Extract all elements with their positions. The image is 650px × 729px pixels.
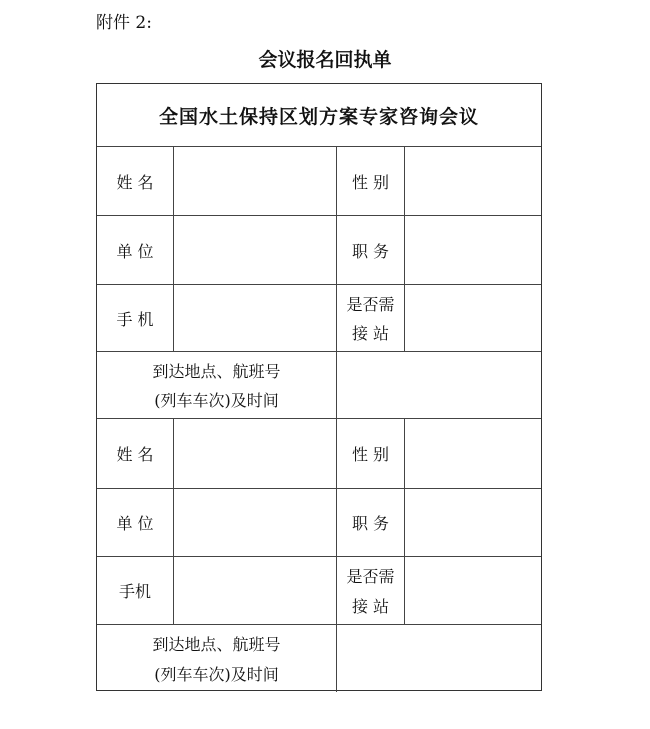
arrival-row bbox=[97, 625, 541, 692]
arrival-label bbox=[97, 625, 336, 692]
arrival-label-line-1: 到达地点、航班号 bbox=[152, 361, 281, 381]
unit-label: 单 位 bbox=[116, 241, 154, 261]
name-label: 姓 名 bbox=[116, 172, 154, 192]
pickup-label-line-2: 接 站 bbox=[351, 597, 390, 616]
pickup-field[interactable] bbox=[404, 557, 543, 624]
registration-form-table bbox=[96, 83, 542, 691]
unit-field[interactable] bbox=[173, 489, 336, 556]
name-field[interactable] bbox=[173, 147, 336, 215]
pickup-label-line-1: 是否需 bbox=[346, 567, 395, 586]
unit-position-row bbox=[97, 489, 541, 557]
name-gender-row bbox=[97, 419, 541, 489]
gender-label: 性 别 bbox=[336, 147, 404, 215]
unit-label: 单 位 bbox=[116, 514, 154, 533]
gender-field[interactable] bbox=[404, 147, 543, 215]
unit-position-row bbox=[97, 216, 541, 285]
pickup-label-line-1: 是否需 bbox=[346, 294, 395, 314]
pickup-label bbox=[336, 285, 404, 351]
arrival-row bbox=[97, 352, 541, 419]
arrival-label-line-2: (列车车次)及时间 bbox=[154, 665, 279, 684]
arrival-label bbox=[97, 352, 336, 418]
arrival-label-line-2: (列车车次)及时间 bbox=[154, 391, 279, 411]
form-title: 会议报名回执单 bbox=[258, 49, 392, 71]
pickup-label-line-2: 接 站 bbox=[351, 324, 390, 344]
phone-field[interactable] bbox=[173, 285, 336, 351]
gender-label: 性 别 bbox=[336, 419, 404, 488]
position-field[interactable] bbox=[404, 216, 543, 284]
phone-pickup-row bbox=[97, 285, 541, 352]
phone-pickup-row bbox=[97, 557, 541, 625]
gender-field[interactable] bbox=[404, 419, 543, 488]
unit-field[interactable] bbox=[173, 216, 336, 284]
meeting-name: 全国水土保持区划方案专家咨询会议 bbox=[158, 105, 479, 128]
pickup-label bbox=[336, 557, 404, 624]
name-field[interactable] bbox=[173, 419, 336, 488]
phone-label: 手机 bbox=[118, 582, 151, 601]
arrival-label-line-1: 到达地点、航班号 bbox=[152, 635, 281, 654]
phone-label: 手 机 bbox=[116, 309, 154, 329]
arrival-field[interactable] bbox=[336, 625, 543, 692]
pickup-field[interactable] bbox=[404, 285, 543, 351]
position-label: 职 务 bbox=[336, 216, 404, 284]
position-field[interactable] bbox=[404, 489, 543, 556]
arrival-field[interactable] bbox=[336, 352, 543, 418]
position-label: 职 务 bbox=[336, 489, 404, 556]
attachment-label: 附件 2: bbox=[96, 13, 152, 33]
phone-field[interactable] bbox=[173, 557, 336, 624]
name-label: 姓 名 bbox=[116, 445, 154, 464]
name-gender-row bbox=[97, 147, 541, 216]
meeting-name-row bbox=[97, 84, 541, 147]
